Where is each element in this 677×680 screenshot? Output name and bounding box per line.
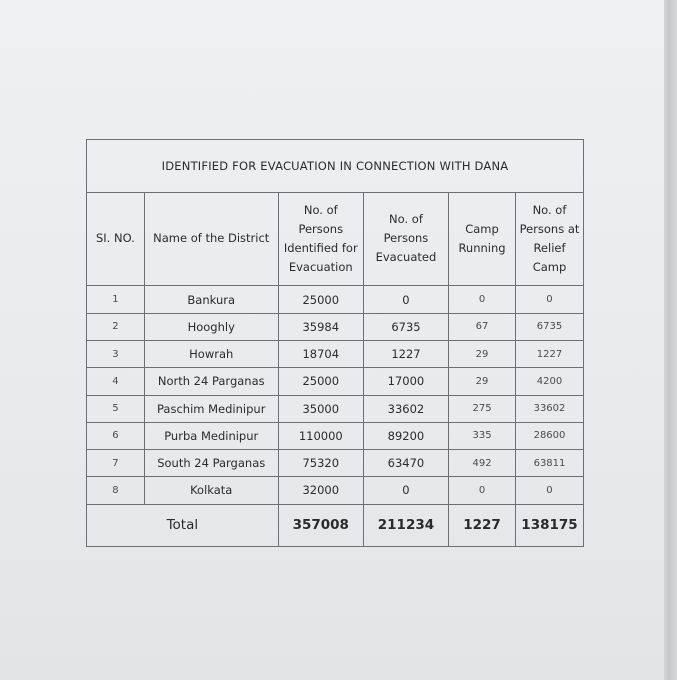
camps-cell: 0: [449, 286, 516, 313]
relief-cell: 1227: [515, 340, 583, 367]
identified-cell: 110000: [278, 422, 363, 449]
evacuated-cell: 1227: [363, 340, 448, 367]
camps-cell: 335: [449, 422, 516, 449]
table-row: [87, 368, 584, 395]
table-row: [87, 477, 584, 504]
relief-cell: 6735: [515, 313, 583, 340]
table-row: [87, 313, 584, 340]
identified-cell: 18704: [278, 340, 363, 367]
sl-no-cell: 5: [87, 395, 145, 422]
sl-no-cell: 8: [87, 477, 145, 504]
paper-edge: [664, 0, 677, 680]
district-cell: Hooghly: [144, 313, 278, 340]
camps-cell: 29: [449, 340, 516, 367]
relief-cell: 28600: [515, 422, 583, 449]
district-cell: Kolkata: [144, 477, 278, 504]
evacuated-cell: 0: [363, 477, 448, 504]
relief-cell: 0: [515, 477, 583, 504]
evacuated-cell: 63470: [363, 450, 448, 477]
district-cell: North 24 Parganas: [144, 368, 278, 395]
sl-no-cell: 6: [87, 422, 145, 449]
sl-no-cell: 4: [87, 368, 145, 395]
table-row: [87, 395, 584, 422]
identified-cell: 35000: [278, 395, 363, 422]
header-sl-no: SI. NO.: [87, 192, 145, 286]
table-title: IDENTIFIED FOR EVACUATION IN CONNECTION WITH DANA: [87, 140, 584, 193]
evacuated-cell: 17000: [363, 368, 448, 395]
sl-no-cell: 2: [87, 313, 145, 340]
identified-cell: 75320: [278, 450, 363, 477]
header-relief-camp: No. of Persons at Relief Camp: [515, 192, 583, 286]
table-row: [87, 286, 584, 313]
table-row: [87, 422, 584, 449]
header-camp-running: Camp Running: [449, 192, 516, 286]
header-identified: No. of Persons Identified for Evacuation: [278, 192, 363, 286]
camps-cell: 492: [449, 450, 516, 477]
district-cell: South 24 Parganas: [144, 450, 278, 477]
sl-no-cell: 7: [87, 450, 145, 477]
sl-no-cell: 3: [87, 340, 145, 367]
district-cell: Paschim Medinipur: [144, 395, 278, 422]
total-evacuated: 211234: [363, 504, 448, 546]
relief-cell: 33602: [515, 395, 583, 422]
evacuated-cell: 89200: [363, 422, 448, 449]
identified-cell: 35984: [278, 313, 363, 340]
camps-cell: 0: [449, 477, 516, 504]
identified-cell: 25000: [278, 286, 363, 313]
relief-cell: 4200: [515, 368, 583, 395]
total-identified: 357008: [278, 504, 363, 546]
total-camps: 1227: [449, 504, 516, 546]
evacuated-cell: 0: [363, 286, 448, 313]
header-district: Name of the District: [144, 192, 278, 286]
total-row: [87, 504, 584, 546]
camps-cell: 29: [449, 368, 516, 395]
sl-no-cell: 1: [87, 286, 145, 313]
district-cell: Bankura: [144, 286, 278, 313]
evacuated-cell: 33602: [363, 395, 448, 422]
evacuation-table: [86, 139, 584, 547]
district-cell: Purba Medinipur: [144, 422, 278, 449]
header-evacuated: No. of Persons Evacuated: [363, 192, 448, 286]
relief-cell: 0: [515, 286, 583, 313]
identified-cell: 32000: [278, 477, 363, 504]
district-cell: Howrah: [144, 340, 278, 367]
table-body: [87, 286, 584, 504]
camps-cell: 67: [449, 313, 516, 340]
total-relief: 138175: [515, 504, 583, 546]
total-label: Total: [87, 504, 279, 546]
identified-cell: 25000: [278, 368, 363, 395]
relief-cell: 63811: [515, 450, 583, 477]
table-row: [87, 340, 584, 367]
table-row: [87, 450, 584, 477]
evacuated-cell: 6735: [363, 313, 448, 340]
camps-cell: 275: [449, 395, 516, 422]
